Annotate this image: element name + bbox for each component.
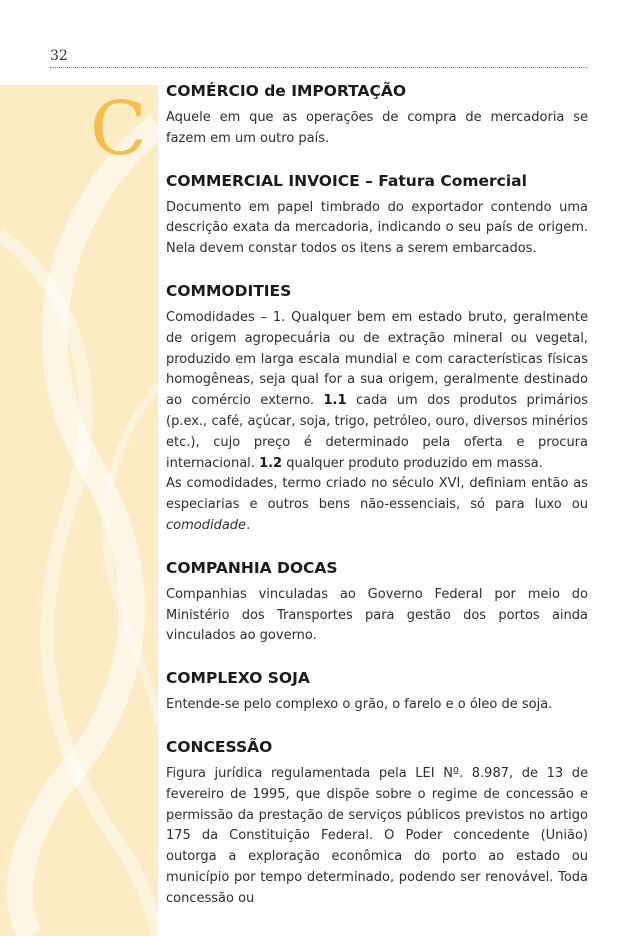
entry-complexo-soja bbox=[166, 667, 588, 716]
entry-commodities bbox=[166, 280, 588, 537]
entry-title: COMPLEXO SOJA bbox=[166, 669, 310, 688]
italic-term: comodidade bbox=[166, 517, 247, 533]
entry-comercio-importacao bbox=[166, 80, 588, 150]
entry-commercial-invoice bbox=[166, 170, 588, 260]
body-text: Comodidades – 1. Qualquer bem em estado bruto, geralmente de origem agropecuária ou de extração mineral ou vegetal, produzido em larga escala mundial e com características físicas homogêneas, seja qual for a sua origem, geralmente destinado ao comércio externo. bbox=[166, 309, 588, 409]
entry-body bbox=[166, 308, 588, 537]
entry-body: Documento em papel timbrado do exportador contendo uma descrição exata da mercadoria, indicando o seu país de origem. Nela devem constar todos os itens a serem embarcados. bbox=[166, 199, 588, 257]
entry-title: COMMERCIAL INVOICE – Fatura Comercial bbox=[166, 171, 527, 190]
swirl-decoration bbox=[0, 85, 158, 936]
entry-title: CONCESSÃO bbox=[166, 737, 273, 756]
body-text: . bbox=[246, 517, 251, 533]
decorative-side-band bbox=[0, 85, 158, 936]
body-text: qualquer produto produzido em massa. bbox=[282, 455, 543, 471]
glossary-content bbox=[166, 80, 588, 930]
section-letter: C bbox=[90, 86, 147, 172]
entry-body: Aquele em que as operações de compra de mercadoria se fazem em um outro país. bbox=[166, 110, 588, 146]
entry-body: Entende-se pelo complexo o grão, o farelo e o óleo de soja. bbox=[166, 697, 553, 713]
entry-concessao bbox=[166, 736, 588, 910]
entry-body: Companhias vinculadas ao Governo Federal por meio do Ministério dos Transportes para gestão dos portos ainda vinculados ao governo. bbox=[166, 586, 588, 644]
entry-title: COMMODITIES bbox=[166, 281, 292, 300]
entry-title: COMÉRCIO de IMPORTAÇÃO bbox=[166, 82, 407, 100]
definition-number: 1.2 bbox=[259, 455, 283, 471]
definition-number: 1.1 bbox=[323, 393, 347, 409]
entry-body: Figura jurídica regulamentada pela LEI Nº. 8.987, de 13 de fevereiro de 1995, que dispõe sobre o regime de concessão e permissão da prestação de serviços públicos previstos no artigo 175 da Constituição Federal. O Poder concedente (União) outorga a exploração econômica do porto ao estado ou município por tempo determinado, podendo ser renovável. Toda concessão ou bbox=[166, 765, 588, 906]
page-number: 32 bbox=[50, 48, 68, 64]
body-text: cada um dos produtos primários (p.ex., café, açúcar, soja, trigo, petróleo, ouro, diversos minérios etc.), cujo preço é determinado pela oferta e procura internacional. bbox=[166, 393, 588, 471]
entry-title: COMPANHIA DOCAS bbox=[166, 558, 338, 577]
entry-companhia-docas bbox=[166, 557, 588, 647]
body-text: As comodidades, termo criado no século XVI, definiam então as especiarias e outros bens não-essenciais, só para luxo ou bbox=[166, 476, 588, 513]
header-divider bbox=[50, 67, 588, 68]
